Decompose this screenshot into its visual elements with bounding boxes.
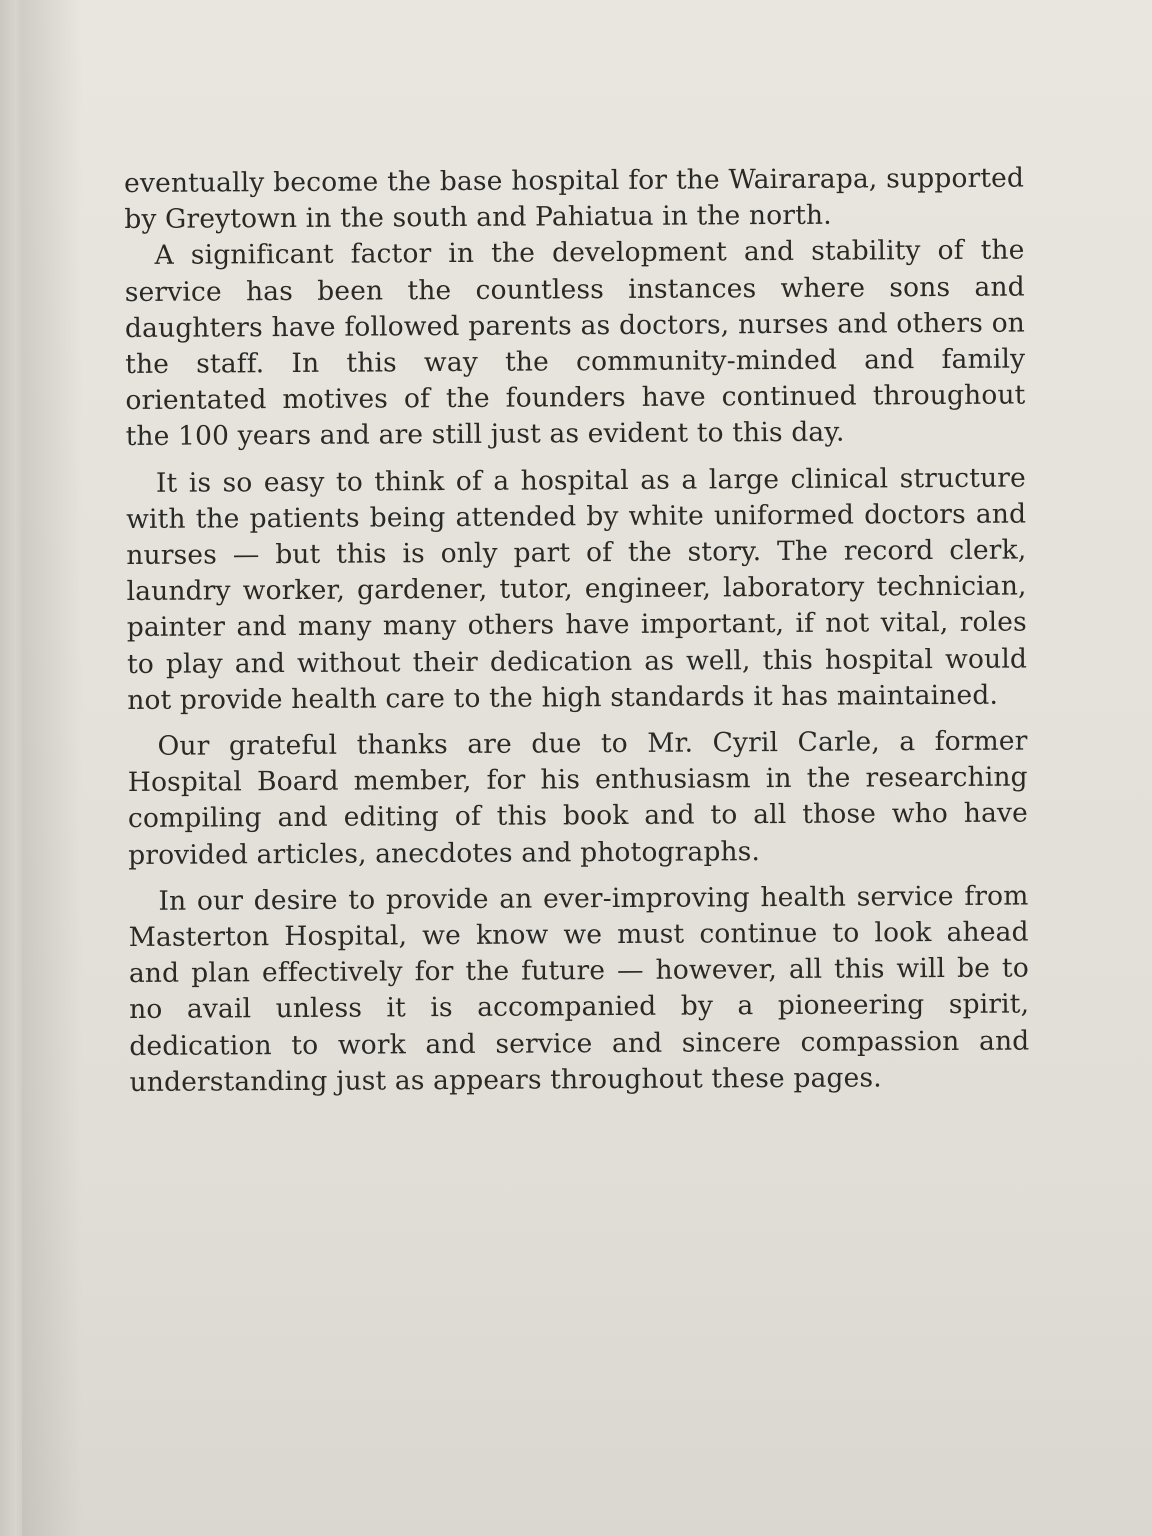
paragraph-acknowledgements: Our grateful thanks are due to Mr. Cyril Carle, a former Hospital Board member, for his enthusiasm in the researching compiling and editing of this book and to all those who have provided articles, anecdotes and photographs.	[127, 725, 1029, 871]
book-page	[22, 0, 1152, 1536]
paragraph-hospital-staff: It is so easy to think of a hospital as a large clinical structure with the patients being attended by white uniformed doctors and nurses — but this is only part of the story. The record clerk, laundry worker, gardener, tutor, engineer, laboratory technician, painter and many many others have important, if not vital, roles to play and without their dedication as well, this hospital would not provide health care to the high standards it has maintained.	[126, 462, 1028, 716]
book-spine-edge	[0, 0, 23, 1536]
page-body-text	[124, 161, 1030, 1102]
paragraph-service-stability: A significant factor in the development and stability of the service has been the countless instances where sons and daughters have followed parents as doctors, nurses and others on the staff. In this way the community-minded and family orientated motives of the founders have continued throughout the 100 years and are still just as evident to this day.	[124, 234, 1026, 453]
paragraph-continuation: eventually become the base hospital for the Wairarapa, supported by Greytown in the south and Pahiatua in the north.	[124, 162, 1025, 236]
page-gutter-shadow	[22, 0, 82, 1536]
paragraph-future: In our desire to provide an ever-improving health service from Masterton Hospital, we know we must continue to look ahead and plan effectively for the future — however, all this will be to no avail unless it is accompanied by a pioneering spirit, dedication to work and service and sincere compassion and understanding just as appears throughout these pages.	[128, 880, 1030, 1098]
